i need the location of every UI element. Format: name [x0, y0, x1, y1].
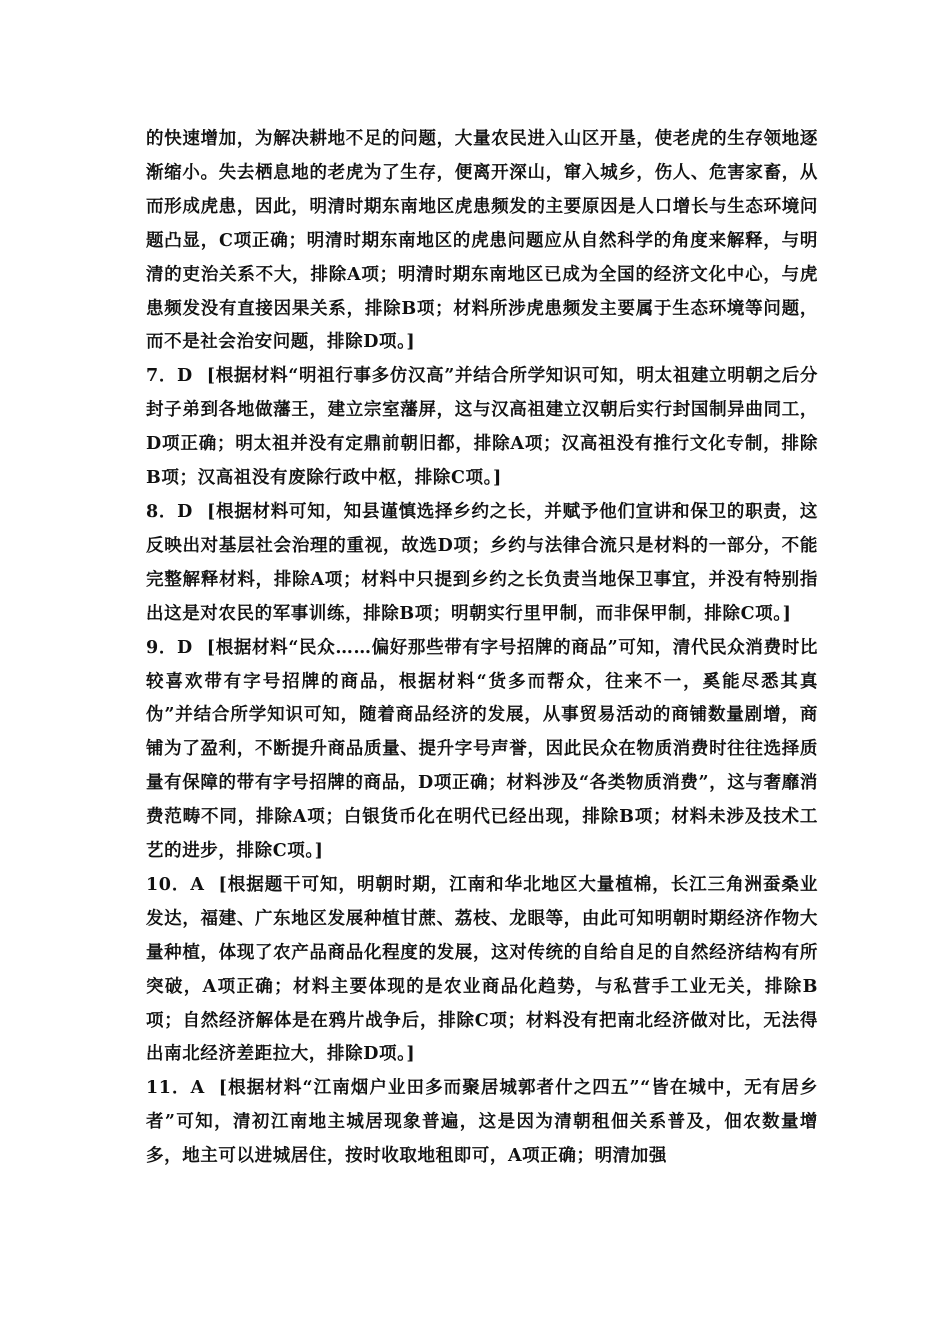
- paragraph-text: [根据材料“明祖行事多仿汉高”并结合所学知识可知，明太祖建立明朝之后分封子弟到各地做藩王，建立宗室藩屏，这与汉高祖建立汉朝后实行封国制异曲同工，D项正确；明太祖并没有定鼎前朝旧都，排除A项；汉高祖没有推行文化专制，排除B项；汉高祖没有废除行政中枢，排除C项。]: [146, 366, 818, 489]
- paragraph-text: [根据材料可知，知县谨慎选择乡约之长，并赋予他们宣讲和保卫的职责，这反映出对基层社会治理的重视，故选D项；乡约与法律合流只是材料的一部分，不能完整解释材料，排除A项；材料中只提到乡约之长负责当地保卫事宜，并没有特别指出这是对农民的军事训练，排除B项；明朝实行里甲制，而非保甲制，排除C项。]: [146, 501, 818, 624]
- answer-number: 10．A: [146, 874, 205, 895]
- answer-number: 11．A: [146, 1078, 205, 1099]
- answer-number: 8．D: [146, 501, 193, 522]
- answer-paragraph-7: [146, 360, 818, 496]
- answer-paragraph-11: [146, 1072, 818, 1174]
- answer-paragraph-9: [146, 632, 818, 869]
- paragraph-6-continued: [146, 123, 818, 360]
- answer-number: 9．D: [146, 637, 193, 658]
- answer-paragraph-8: [146, 496, 818, 632]
- paragraph-text: [根据题干可知，明朝时期，江南和华北地区大量植棉，长江三角洲蚕桑业发达，福建、广东地区发展种植甘蔗、荔枝、龙眼等，由此可知明朝时期经济作物大量种植，体现了农产品商品化程度的发展，这对传统的自给自足的自然经济结构有所突破，A项正确；材料主要体现的是农业商品化趋势，与私营手工业无关，排除B项；自然经济解体是在鸦片战争后，排除C项；材料没有把南北经济做对比，无法得出南北经济差距拉大，排除D项。]: [146, 874, 818, 1065]
- paragraph-text: 的快速增加，为解决耕地不足的问题，大量农民进入山区开垦，使老虎的生存领地逐渐缩小。失去栖息地的老虎为了生存，便离开深山，窜入城乡，伤人、危害家畜，从而形成虎患，因此，明清时期东南地区虎患频发的主要原因是人口增长与生态环境问题凸显，C项正确；明清时期东南地区的虎患问题应从自然科学的角度来解释，与明清的吏治关系不大，排除A项；明清时期东南地区已成为全国的经济文化中心，与虎患频发没有直接因果关系，排除B项；材料所涉虎患频发主要属于生态环境等问题，而不是社会治安问题，排除D项。]: [146, 129, 818, 353]
- answer-number: 7．D: [146, 366, 193, 387]
- paragraph-text: [根据材料“江南烟户业田多而聚居城郭者什之四五”“皆在城中，无有居乡者”可知，清初江南地主城居现象普遍，这是因为清朝租佃关系普及，佃农数量增多，地主可以进城居住，按时收取地租即可，A项正确；明清加强: [146, 1078, 818, 1167]
- paragraph-text: [根据材料“民众……偏好那些带有字号招牌的商品”可知，清代民众消费时比较喜欢带有字号招牌的商品，根据材料“货多而帮众，往来不一，奚能尽悉其真伪”并结合所学知识可知，随着商品经济的发展，从事贸易活动的商铺数量剧增，商铺为了盈利，不断提升商品质量、提升字号声誉，因此民众在物质消费时往往选择质量有保障的带有字号招牌的商品，D项正确；材料涉及“各类物质消费”，这与奢靡消费范畴不同，排除A项；白银货币化在明代已经出现，排除B项；材料未涉及技术工艺的进步，排除C项。]: [146, 637, 818, 862]
- answer-explanations: [146, 123, 818, 1174]
- answer-paragraph-10: [146, 869, 818, 1072]
